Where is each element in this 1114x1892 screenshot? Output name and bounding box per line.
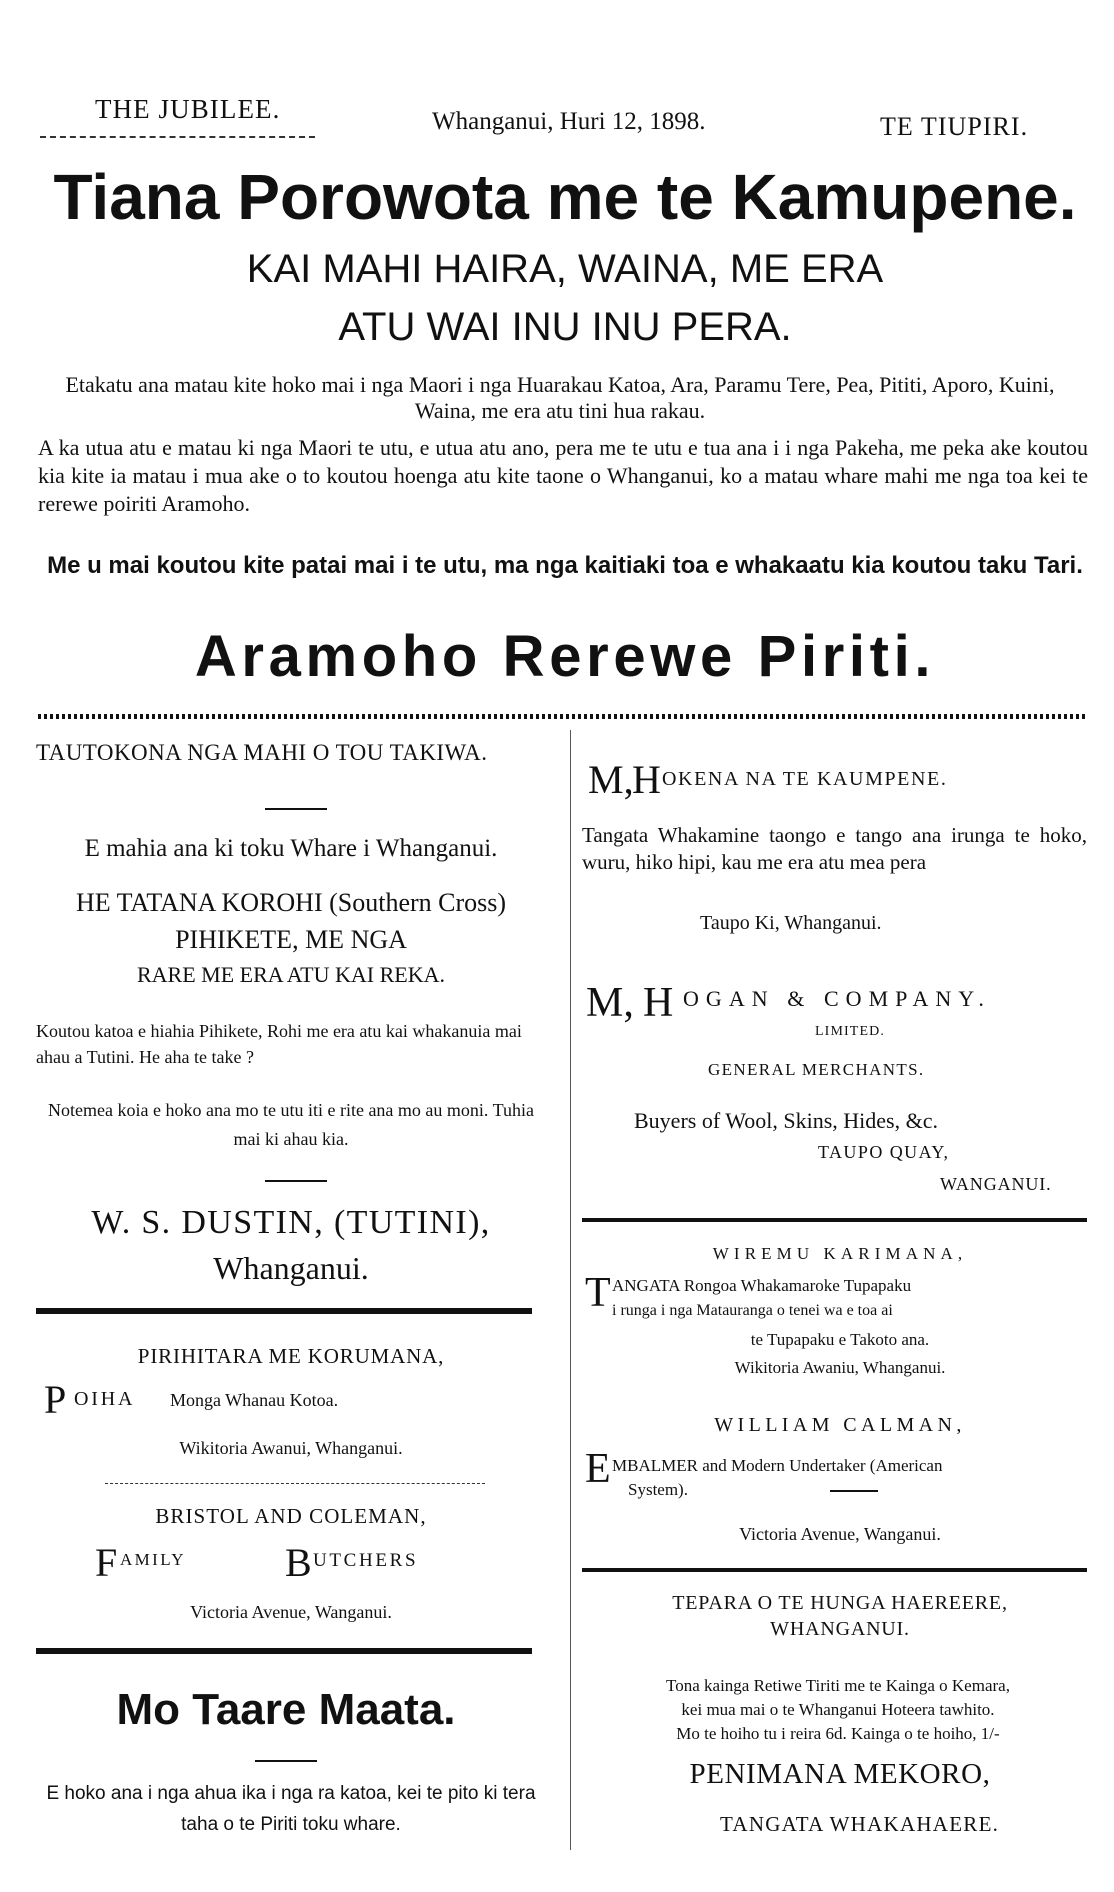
wiremu-initial: T <box>585 1270 611 1316</box>
hogan-town: WANGANUI. <box>940 1174 1052 1194</box>
dustin-town: Whanganui. <box>213 1250 369 1286</box>
hokena-heading: OKENA NA TE KAUMPENE. <box>662 768 948 790</box>
tepara-paragraph-3: Mo te hoiho tu i reira 6d. Kainga o te hoiho, 1/- <box>676 1724 1000 1743</box>
hogan-general: GENERAL MERCHANTS. <box>708 1060 925 1079</box>
calman-initial: E <box>585 1446 611 1492</box>
bristol-initial-2: B <box>285 1540 312 1585</box>
column-divider <box>570 730 571 1850</box>
hokena-initial-1: M, <box>588 757 634 802</box>
dustin-line-3: PIHIKETE, ME NGA <box>175 925 407 954</box>
lead-ad-subtitle-2: ATU WAI INU INU PERA. <box>338 305 792 349</box>
lead-ad-subtitle-1: KAI MAHI HAIRA, WAINA, ME ERA <box>246 247 884 291</box>
lead-ad-title: Tiana Porowota me te Kamupene. <box>53 161 1077 233</box>
calman-line-2: System). <box>628 1480 688 1499</box>
dustin-paragraph-1: Koutou katoa e hiahia Pihikete, Rohi me era atu kai whakanuia mai ahau a Tutini. He aha te take ? <box>36 1021 522 1068</box>
short-rule <box>265 808 327 810</box>
short-rule <box>255 1760 317 1762</box>
heavy-rule <box>36 1308 532 1314</box>
hogan-limited: LIMITED. <box>815 1024 885 1039</box>
dustin-line-4: RARE ME ERA ATU KAI REKA. <box>136 962 445 987</box>
lead-ad-paragraph-1: Etakatu ana matau kite hoko mai i nga Maori i nga Huarakau Katoa, Ara, Paramu Tere, Pea, Pititi, Aporo, Kuini, Waina, me era atu tini hua rakau. <box>65 372 1055 424</box>
bristol-word-1: AMILY <box>120 1550 186 1569</box>
dustin-line-2: HE TATANA KOROHI (Southern Cross) <box>75 888 507 917</box>
masthead-date: Whanganui, Huri 12, 1898. <box>432 108 706 135</box>
bristol-initial-1: F <box>95 1540 118 1585</box>
pirihitara-tail: Monga Whanau Kotoa. <box>170 1390 339 1410</box>
short-rule <box>830 1490 878 1492</box>
hokena-initial-2: H <box>632 757 661 802</box>
taare-paragraph: E hoko ana i nga ahua ika i nga ra katoa, kei te pito ki tera taha o te Piriti toku whare. <box>46 1783 536 1836</box>
masthead-right: TE TIUPIRI. <box>880 112 1029 141</box>
hogan-initial-1: M, <box>586 980 634 1026</box>
hogan-initial-2: H <box>643 980 674 1026</box>
hogan-buyers: Buyers of Wool, Skins, Hides, &c. <box>634 1108 938 1133</box>
heavy-rule <box>582 1568 1087 1572</box>
tepara-role: TANGATA WHAKAHAERE. <box>720 1812 1000 1836</box>
tepara-paragraph-2: kei mua mai o te Whanganui Hoteera tawhito. <box>681 1700 995 1719</box>
calman-line-1: MBALMER and Modern Undertaker (American <box>612 1456 943 1475</box>
wiremu-line-2: i runga i nga Matauranga o tenei wa e toa ai <box>612 1302 893 1319</box>
dustin-line-1: E mahia ana ki toku Whare i Whanganui. <box>84 835 498 862</box>
hokena-paragraph: Tangata Whakamine taongo e tango ana irunga te hoko, wuru, hiko hipi, kau me era atu mea pera <box>582 823 1087 875</box>
pirihitara-initial: P <box>44 1377 67 1422</box>
wiremu-heading: WIREMU KARIMANA, <box>712 1244 968 1263</box>
bristol-address: Victoria Avenue, Wanganui. <box>190 1602 392 1622</box>
hokena-address: Taupo Ki, Whanganui. <box>700 912 882 934</box>
bristol-heading: BRISTOL AND COLEMAN, <box>155 1504 427 1528</box>
heavy-rule <box>582 1218 1087 1222</box>
heavy-rule <box>36 1648 532 1654</box>
calman-address: Victoria Avenue, Wanganui. <box>739 1524 941 1544</box>
dustin-paragraph-2: Notemea koia e hoko ana mo te utu iti e rite ana mo au moni. Tuhia mai ki ahau kia. <box>48 1100 534 1149</box>
tepara-paragraph-1: Tona kainga Retiwe Tiriti me te Kainga o Kemara, <box>666 1676 1010 1695</box>
tepara-heading-1: TEPARA O TE HUNGA HAEREERE, <box>672 1592 1008 1614</box>
wiremu-address: Wikitoria Awaniu, Whanganui. <box>734 1358 946 1377</box>
dustin-name: W. S. DUSTIN, (TUTINI), <box>91 1204 491 1241</box>
dotted-rule <box>105 1483 485 1484</box>
wiremu-line-1: ANGATA Rongoa Whakamaroke Tupapaku <box>612 1276 912 1295</box>
taare-title: Mo Taare Maata. <box>116 1685 456 1734</box>
wiremu-line-3: te Tupapaku e Takoto ana. <box>750 1330 930 1349</box>
masthead-dotted-rule <box>40 136 315 138</box>
section-divider <box>38 714 1088 719</box>
bristol-word-2: UTCHERS <box>313 1550 419 1571</box>
tepara-heading-2: WHANGANUI. <box>770 1618 910 1640</box>
lead-ad-paragraph-2: A ka utua atu e matau ki nga Maori te utu, e utua atu ano, pera me te utu e tua ana i i nga Pakeha, me peka ake koutou kia kite ia matau i mua ake o to koutou hoenga atu kite taone o Whanganui, ko a matau whare mahi me nga toa kei te rerewe poiriti Aramoho. <box>38 435 1088 517</box>
short-rule <box>265 1180 327 1182</box>
hogan-heading: OGAN & COMPANY. <box>683 986 991 1011</box>
masthead-left: THE JUBILEE. <box>95 94 281 124</box>
pirihitara-address: Wikitoria Awanui, Whanganui. <box>179 1438 403 1458</box>
pirihitara-word: OIHA <box>74 1388 136 1410</box>
lead-ad-bold-paragraph: Me u mai koutou kite patai mai i te utu, ma nga kaitiaki toa e whakaatu kia koutou taku Tari. <box>47 552 1083 579</box>
hogan-quay: TAUPO QUAY, <box>818 1142 950 1162</box>
lead-ad-place: Aramoho Rerewe Piriti. <box>194 624 936 689</box>
calman-heading: WILLIAM CALMAN, <box>714 1414 966 1436</box>
pirihitara-heading: PIRIHITARA ME KORUMANA, <box>137 1344 445 1368</box>
dustin-heading: TAUTOKONA NGA MAHI O TOU TAKIWA. <box>36 740 488 765</box>
tepara-name: PENIMANA MEKORO, <box>689 1758 991 1790</box>
